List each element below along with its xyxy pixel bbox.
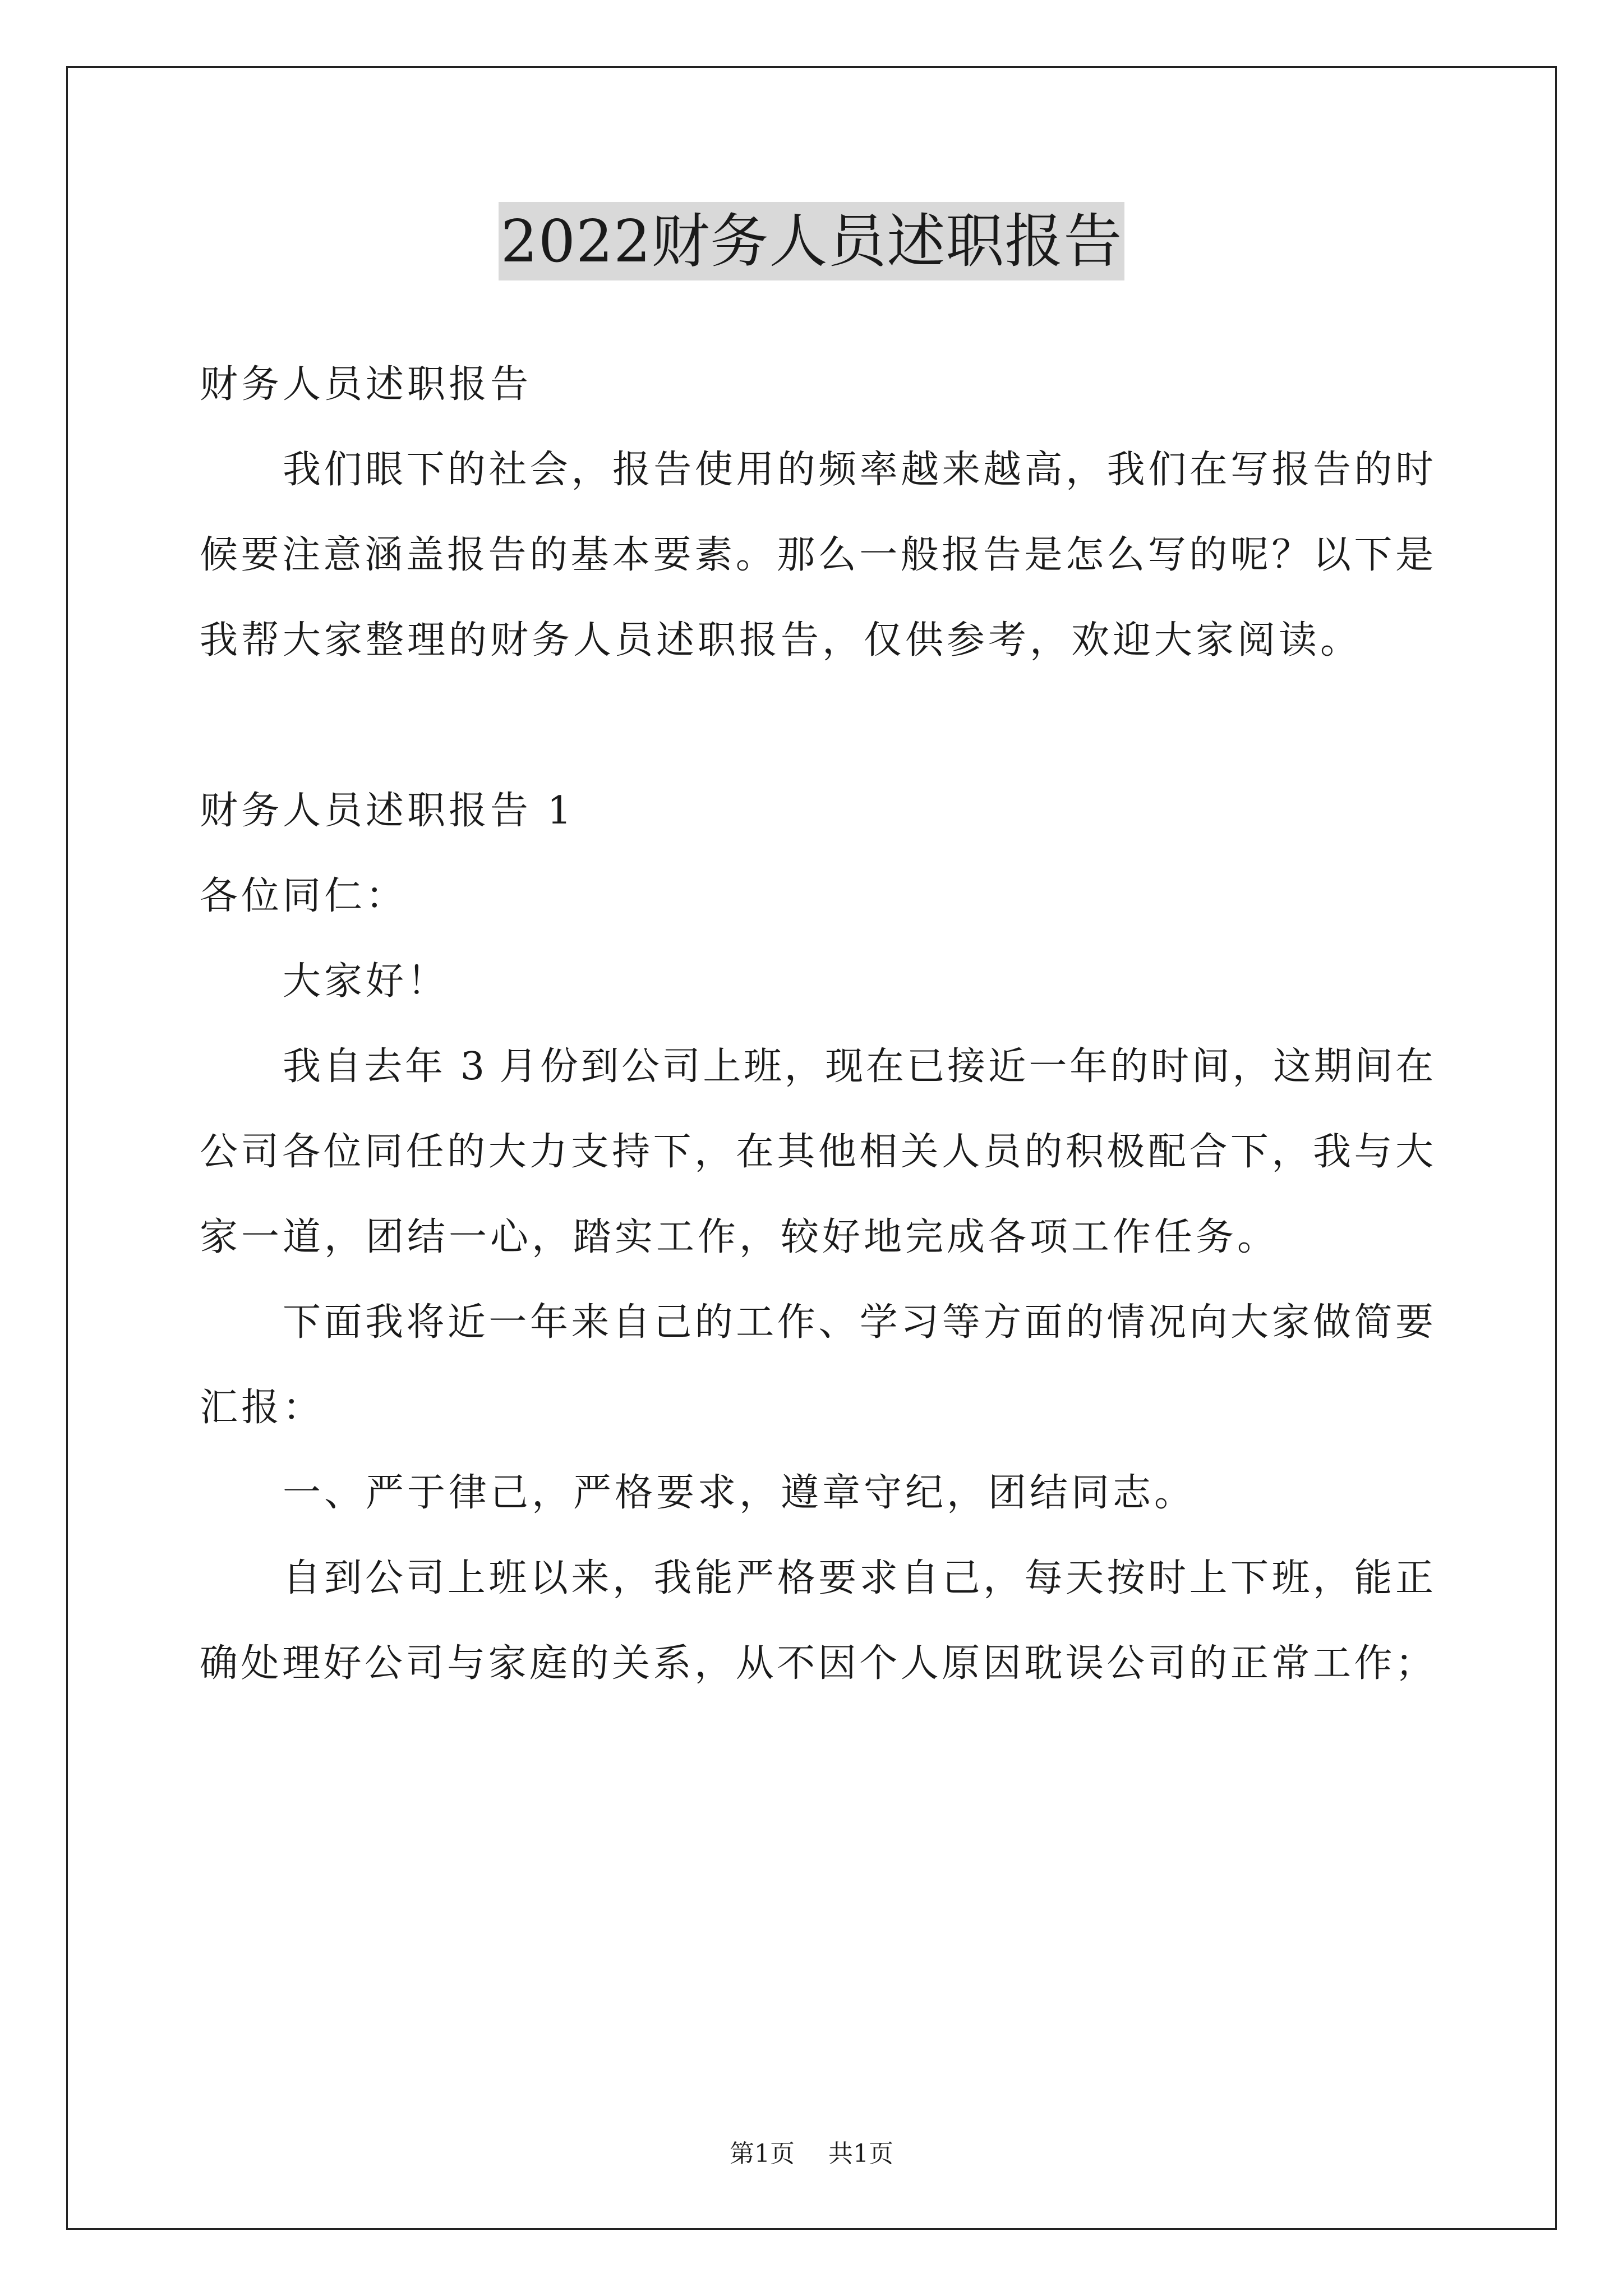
subtitle: 财务人员述职报告 (200, 362, 532, 407)
paragraph-line: 我自去年 3 月份到公司上班，现在已接近一年的时间，这期间在 (283, 1045, 1433, 1089)
intro-line: 我帮大家整理的财务人员述职报告，仅供参考，欢迎大家阅读。 (200, 618, 1362, 662)
greeting: 大家好！ (283, 959, 449, 1004)
paragraph-line: 自到公司上班以来，我能严格要求自己，每天按时上下班，能正 (283, 1556, 1433, 1600)
point-heading: 一、严于律己，严格要求，遵章守纪，团结同志。 (283, 1471, 1196, 1515)
page-number: 第1页 (730, 2139, 795, 2168)
intro-line: 候要注意涵盖报告的基本要素。那么一般报告是怎么写的呢？以下是 (200, 533, 1433, 577)
title-container (0, 202, 1623, 280)
document-title: 2022财务人员述职报告 (499, 202, 1125, 280)
paragraph-line: 下面我将近一年来自己的工作、学习等方面的情况向大家做简要 (283, 1300, 1433, 1345)
paragraph-line: 家一道，团结一心，踏实工作，较好地完成各项工作任务。 (200, 1215, 1279, 1259)
paragraph-line: 汇报： (200, 1386, 325, 1430)
salutation: 各位同仁： (200, 874, 408, 918)
page-total: 共1页 (828, 2139, 893, 2168)
paragraph-line: 确处理好公司与家庭的关系，从不因个人原因耽误公司的正常工作； (200, 1641, 1433, 1686)
section-heading: 财务人员述职报告 1 (200, 789, 575, 833)
page-footer (0, 2137, 1623, 2171)
intro-line: 我们眼下的社会，报告使用的频率越来越高，我们在写报告的时 (283, 448, 1433, 492)
document-body (200, 342, 1433, 1706)
paragraph-line: 公司各位同任的大力支持下，在其他相关人员的积极配合下，我与大 (200, 1130, 1433, 1174)
blank-line (200, 683, 1433, 769)
